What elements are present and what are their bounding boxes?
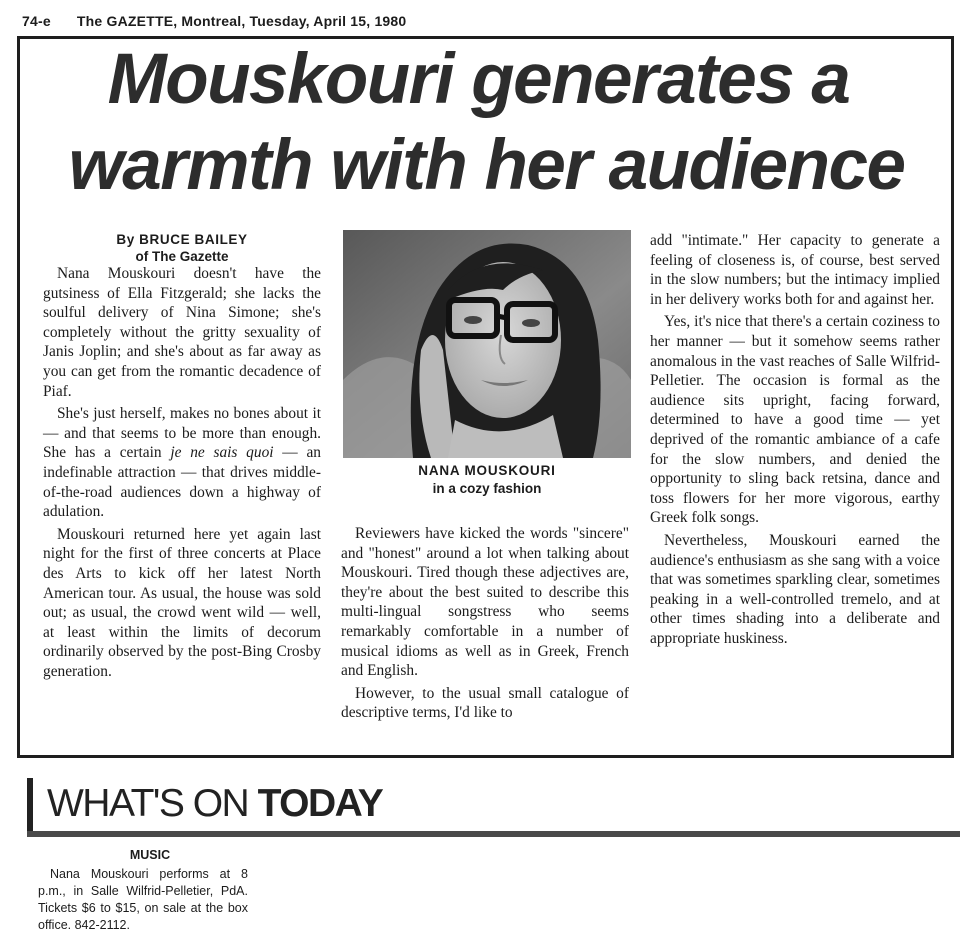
byline-affiliation: of The Gazette	[135, 249, 229, 264]
article-column-3	[650, 231, 940, 651]
whats-on-title-light: WHAT'S ON	[47, 782, 249, 825]
paragraph-text: She's just herself, makes no bones about it — and that seems to be more than enough. She has a certain	[43, 405, 321, 462]
headline-line-2: warmth with her audience	[68, 126, 905, 205]
whats-on-bar	[27, 778, 33, 834]
article-column-1	[43, 264, 321, 684]
paragraph: Mouskouri returned here yet again last night for the first of three concerts at Place des Arts to kick off her latest North American tour. As usual, the house was sold out; as usual, the crowd went wild — well, at least within the limits of decorum ordinarily observed by the post-Bing Crosby generation.	[43, 525, 321, 680]
paragraph: Yes, it's nice that there's a certain coziness to her manner — but it somehow seems rather anomalous in the vast reaches of Salle Wilfrid-Pelletier. The occasion is formal as the audience sits upright, facing forward, determined to have a good time — yet deprived of the romantic ambiance of a cafe for the slow numbers, and denied the opportunity to sling back retsina, dance and toss flowers for her more vigorous, earthy Greek folk songs.	[650, 313, 940, 527]
byline-author: By BRUCE BAILEY	[116, 232, 248, 247]
music-section-heading: MUSIC	[129, 848, 171, 862]
paragraph: add "intimate." Her capacity to generate a feeling of closeness is, of course, best served in the slow numbers; but the intimacy implied in her delivery works both for and against her.	[650, 232, 940, 308]
paragraph: However, to the usual small catalogue of descriptive terms, I'd like to	[341, 684, 629, 722]
whats-on-rule	[27, 831, 960, 837]
page-number: 74-e	[22, 13, 51, 29]
paragraph: Nana Mouskouri doesn't have the gutsiness of Ella Fitzgerald; she lacks the soulful delivery of Nina Simone; she's completely without the gritty sexuality of Janis Joplin; and she's about as far away as you can get from the romantic decadence of Piaf.	[43, 265, 321, 400]
portrait-photo	[343, 230, 631, 458]
paragraph-text: — an indefinable attraction — that drives middle-of-the-road audiences down a highway of adulation.	[43, 444, 321, 521]
photo-caption	[343, 462, 631, 498]
article-column-2	[341, 524, 629, 726]
caption-text: in a cozy fashion	[432, 481, 542, 496]
listing-text: Nana Mouskouri performs at 8 p.m., in Salle Wilfrid-Pelletier, PdA. Tickets $6 to $15, on sale at the box office. 842-2112.	[38, 867, 248, 932]
music-listing	[38, 866, 248, 934]
byline	[43, 231, 321, 265]
italic-phrase: je ne sais quoi	[170, 444, 274, 462]
masthead	[22, 13, 622, 29]
headline-line-1: Mouskouri generates a	[107, 40, 850, 119]
caption-name: NANA MOUSKOURI	[418, 463, 556, 478]
dateline: The GAZETTE, Montreal, Tuesday, April 15, 1980	[76, 13, 407, 29]
whats-on-title	[47, 780, 382, 828]
paragraph: Reviewers have kicked the words "sincere" and "honest" around a lot when talking about Mouskouri. Tired though these adjectives are, they're about the best suited to describe this multi-lingual songstress who seems remarkably comfortable in a number of musical idioms as well as in Greek, French and English.	[341, 525, 629, 680]
whats-on-title-bold: TODAY	[257, 782, 383, 825]
paragraph: Nevertheless, Mouskouri earned the audience's enthusiasm as she sang with a voice that was sometimes sparkling clear, sometimes peaking in a well-controlled tremelo, and at other times shading into a deliberate and appropriate huskiness.	[650, 531, 940, 647]
paragraph	[43, 404, 321, 522]
